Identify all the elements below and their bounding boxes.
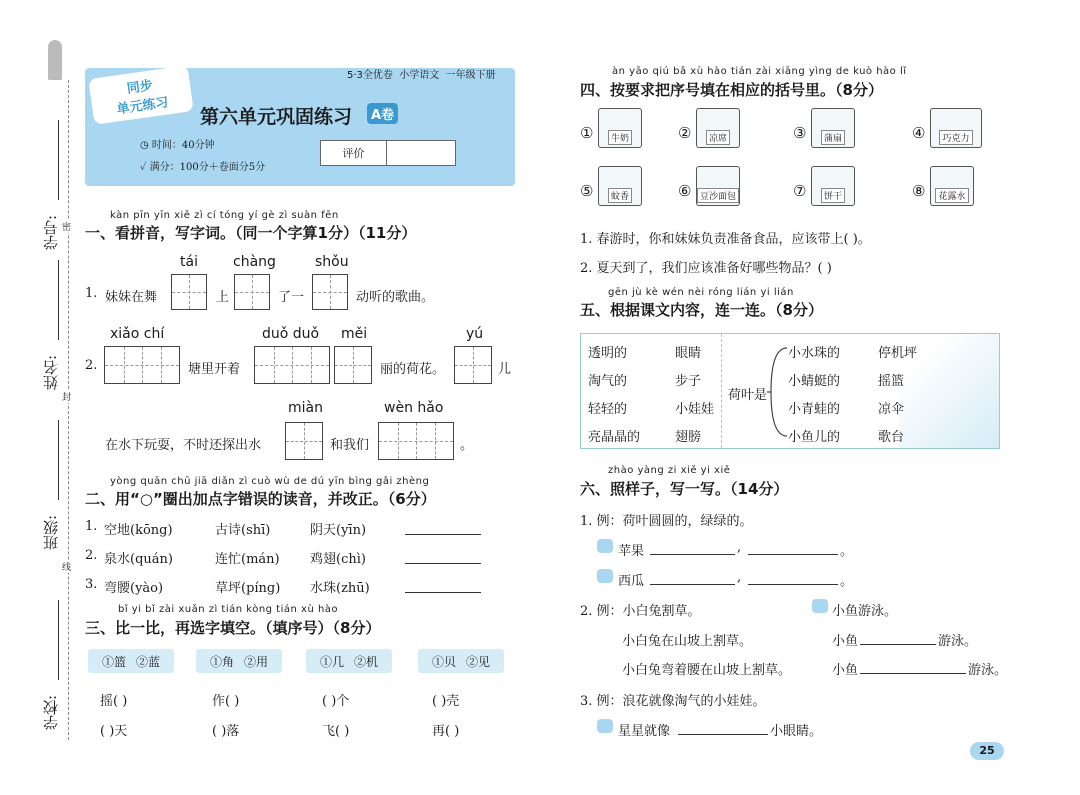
option-group <box>196 649 282 673</box>
period: 。 <box>840 574 854 589</box>
phonetic-item[interactable]: 水珠(zhū) <box>310 581 370 596</box>
section4-heading: 四、按要求把序号填在相应的括号里。（8分） <box>580 81 883 99</box>
question-text: 西瓜 <box>618 574 645 589</box>
school-label: 学校: <box>42 694 60 730</box>
question-text: 丽的荷花。 <box>380 362 446 377</box>
phonetic-item[interactable]: 草坪(píng) <box>215 581 281 596</box>
pinyin-label: xiǎo chí <box>110 326 165 342</box>
option-label: ②用 <box>244 654 269 669</box>
phonetic-item[interactable]: 泉水(quán) <box>104 552 173 567</box>
check-icon: ✓ <box>140 162 150 173</box>
section4-pinyin: àn yāo qiú bǎ xù hào tián zài xiāng yìng de kuò hào lǐ <box>612 66 907 77</box>
item-number: ① <box>580 124 594 142</box>
item-picture[interactable] <box>811 166 855 206</box>
fill-blank[interactable]: ( )落 <box>212 724 240 739</box>
phonetic-item[interactable]: 阴天(yīn) <box>310 523 367 538</box>
comma: , <box>737 540 742 555</box>
item-picture[interactable] <box>696 166 740 206</box>
phonetic-item[interactable]: 空地(kōng) <box>104 523 173 538</box>
option-group <box>88 649 174 673</box>
pinyin-label: yú <box>466 326 484 342</box>
match-item[interactable]: 凉伞 <box>878 402 905 417</box>
question-number: 1. <box>85 286 98 301</box>
match-item[interactable]: 淘气的 <box>588 374 628 389</box>
eval-label: 评价 <box>321 141 387 165</box>
example-text: 3. 例：浪花就像淘气的小娃娃。 <box>580 694 766 709</box>
frog-icon <box>597 719 613 733</box>
question-text: 妹妹在舞 <box>105 290 158 305</box>
option-group <box>306 649 392 673</box>
question-text: 了一 <box>278 290 305 305</box>
fill-blank[interactable]: 飞( ) <box>322 724 350 739</box>
item-picture[interactable] <box>930 108 982 148</box>
item-number: ⑥ <box>678 182 692 200</box>
section2-pinyin: yòng quān chū jiā diǎn zì cuò wù de dú yīn bìng gǎi zhèng <box>110 476 430 487</box>
char-box[interactable] <box>285 422 323 460</box>
pinyin-label: wèn hǎo <box>384 400 444 416</box>
question-number: 2. <box>85 358 98 373</box>
pinyin-label: chàng <box>233 254 276 270</box>
item-picture[interactable] <box>696 108 740 148</box>
section6-heading: 六、照样子，写一写。（14分） <box>580 480 789 498</box>
match-item[interactable]: 小水珠的 <box>788 346 841 361</box>
answer-line[interactable] <box>405 534 481 535</box>
name-label: 姓名: <box>42 354 60 390</box>
section2-heading: 二、用“○”圈出加点字错误的读音，并改正。（6分） <box>85 490 436 508</box>
item-label: 饼干 <box>821 188 845 203</box>
page-title: 第六单元巩固练习 <box>200 106 353 128</box>
match-item[interactable]: 步子 <box>675 374 702 389</box>
rocket-icon <box>48 40 62 80</box>
time-info: ◷ 时间：40分钟 <box>140 140 215 151</box>
seal-mark: 密 <box>62 220 71 233</box>
comma: , <box>737 570 742 585</box>
unit-badge: 同步 单元练习 <box>88 65 193 124</box>
question-text: 儿 <box>498 362 512 377</box>
section1-pinyin: kàn pīn yīn xiě zì cí tóng yí gè zì suàn fēn <box>110 210 339 221</box>
example-text: 2. 例：小白兔割草。 <box>580 604 701 619</box>
question-number: 3. <box>85 577 98 592</box>
option-label: ②蓝 <box>136 654 161 669</box>
pinyin-label: shǒu <box>315 254 349 270</box>
frog-icon <box>597 539 613 553</box>
option-group <box>418 649 504 673</box>
series-info: 5·3全优卷 小学语文 一年级下册 <box>347 70 496 81</box>
match-item[interactable]: 小娃娃 <box>675 402 715 417</box>
fill-blank[interactable]: ( )天 <box>100 724 128 739</box>
match-item[interactable]: 亮晶晶的 <box>588 430 641 445</box>
char-box[interactable] <box>312 274 348 310</box>
fill-blank[interactable]: 摇( ) <box>100 694 128 709</box>
char-box[interactable] <box>378 422 454 460</box>
item-label: 牛奶 <box>608 130 632 145</box>
char-box[interactable] <box>234 274 270 310</box>
answer-line[interactable] <box>405 563 481 564</box>
evaluation-box <box>320 140 456 166</box>
question-text: 游泳。 <box>968 663 1008 678</box>
match-item[interactable]: 翅膀 <box>675 430 702 445</box>
question-text: 和我们 <box>330 438 370 453</box>
divider <box>721 334 722 448</box>
match-item[interactable]: 摇篮 <box>878 374 905 389</box>
option-label: ①贝 <box>432 654 457 669</box>
match-item[interactable]: 小蜻蜓的 <box>788 374 841 389</box>
match-center: 荷叶是 <box>728 388 768 403</box>
question-text: 2. 夏天到了，我们应该准备好哪些物品？( ) <box>580 261 832 276</box>
class-field[interactable] <box>58 420 59 500</box>
question-text: 小白兔在山坡上割草。 <box>622 634 753 649</box>
answer-line[interactable] <box>678 734 768 735</box>
match-item[interactable]: 小鱼儿的 <box>788 430 841 445</box>
question-text: 塘里开着 <box>188 362 241 377</box>
option-label: ①角 <box>210 654 235 669</box>
question-text: 小鱼 <box>832 634 859 649</box>
item-picture[interactable] <box>811 108 855 148</box>
fill-blank[interactable]: ( )壳 <box>432 694 460 709</box>
item-number: ③ <box>793 124 807 142</box>
seal-mark: 封 <box>62 390 71 403</box>
phonetic-item[interactable]: 连忙(mán) <box>215 552 280 567</box>
binding-margin <box>18 40 78 740</box>
id-field[interactable] <box>58 120 59 200</box>
pinyin-label: miàn <box>288 400 323 416</box>
char-box[interactable] <box>254 346 330 384</box>
question-text: 小白兔弯着腰在山坡上割草。 <box>622 663 792 678</box>
item-label: 花露水 <box>935 188 968 203</box>
id-label: 学号: <box>42 214 60 250</box>
item-number: ⑦ <box>793 182 807 200</box>
option-label: ①篮 <box>102 654 127 669</box>
match-item[interactable]: 透明的 <box>588 346 628 361</box>
question-text: 游泳。 <box>938 634 978 649</box>
pinyin-label: duǒ duǒ <box>262 326 320 342</box>
question-number: 1. <box>85 519 98 534</box>
item-number: ⑧ <box>912 182 926 200</box>
item-picture[interactable] <box>930 166 974 206</box>
class-label: 班级: <box>42 514 60 550</box>
question-text: 小鱼游泳。 <box>832 604 898 619</box>
match-item[interactable]: 眼睛 <box>675 346 702 361</box>
item-label: 凉席 <box>706 130 730 145</box>
clock-icon: ◷ <box>140 140 152 151</box>
section3-pinyin: bǐ yi bǐ zài xuǎn zì tián kòng tián xù hào <box>118 604 339 615</box>
answer-line[interactable] <box>860 673 966 674</box>
phonetic-item[interactable]: 弯腰(yào) <box>104 581 164 596</box>
item-number: ② <box>678 124 692 142</box>
fill-blank[interactable]: 再( ) <box>432 724 460 739</box>
section6-pinyin: zhào yàng zi xiě yi xiě <box>608 465 731 476</box>
section1-heading: 一、看拼音，写字词。（同一个字算1分）（11分） <box>85 224 417 242</box>
item-label: 蒲扇 <box>821 130 845 145</box>
phonetic-item[interactable]: 鸡翅(chì) <box>310 552 366 567</box>
answer-line[interactable] <box>405 592 481 593</box>
question-text: 动听的歌曲。 <box>356 290 435 305</box>
score-info: ✓ 满分：100分＋卷面分5分 <box>140 162 266 173</box>
section5-pinyin: gēn jù kè wén nèi róng lián yi lián <box>608 287 794 298</box>
question-text: 苹果 <box>618 544 645 559</box>
option-label: ①几 <box>320 654 345 669</box>
option-label: ②机 <box>354 654 379 669</box>
item-picture[interactable] <box>598 166 642 206</box>
question-text: 1. 春游时，你和妹妹负责准备食品，应该带上( )。 <box>580 232 871 247</box>
item-number: ⑤ <box>580 182 594 200</box>
school-field[interactable] <box>58 600 59 680</box>
item-picture[interactable] <box>598 108 642 148</box>
match-item[interactable]: 轻轻的 <box>588 402 628 417</box>
match-item[interactable]: 歌台 <box>878 430 905 445</box>
fill-blank[interactable]: ( )个 <box>322 694 350 709</box>
frog-icon <box>812 599 828 613</box>
answer-line[interactable] <box>748 584 838 585</box>
char-box[interactable] <box>454 346 492 384</box>
item-label: 蚊香 <box>608 188 632 203</box>
question-text: 小鱼 <box>832 663 859 678</box>
answer-line[interactable] <box>748 554 838 555</box>
option-label: ②见 <box>466 654 491 669</box>
answer-line[interactable] <box>650 584 735 585</box>
item-number: ④ <box>912 124 926 142</box>
cut-line <box>68 80 69 740</box>
question-text: 小眼睛。 <box>770 724 823 739</box>
pinyin-label: tái <box>180 254 198 270</box>
char-box[interactable] <box>104 346 180 384</box>
period: 。 <box>840 544 854 559</box>
char-box[interactable] <box>171 274 207 310</box>
section5-heading: 五、根据课文内容，连一连。（8分） <box>580 301 823 319</box>
answer-line[interactable] <box>650 554 735 555</box>
eval-field[interactable] <box>387 141 455 165</box>
connector-bracket <box>767 342 789 440</box>
question-number: 2. <box>85 548 98 563</box>
match-item[interactable]: 停机坪 <box>878 346 918 361</box>
match-item[interactable]: 小青蛙的 <box>788 402 841 417</box>
page-number: 25 <box>970 742 1004 760</box>
frog-icon <box>597 569 613 583</box>
example-text: 1. 例：荷叶圆圆的，绿绿的。 <box>580 514 753 529</box>
question-text: 。 <box>460 438 474 453</box>
question-text: 在水下玩耍，不时还探出水 <box>105 438 262 453</box>
title-tag: A卷 <box>367 103 398 124</box>
header-banner <box>85 68 515 186</box>
question-text: 上 <box>216 290 230 305</box>
question-text: 星星就像 <box>618 724 671 739</box>
answer-line[interactable] <box>860 644 936 645</box>
char-box[interactable] <box>334 346 372 384</box>
section3-heading: 三、比一比，再选字填空。（填序号）（8分） <box>85 619 381 637</box>
seal-mark: 线 <box>62 560 71 573</box>
phonetic-item[interactable]: 古诗(shī) <box>215 523 271 538</box>
item-label: 豆沙面包 <box>697 188 739 203</box>
pinyin-label: měi <box>341 326 368 342</box>
name-field[interactable] <box>58 260 59 340</box>
fill-blank[interactable]: 作( ) <box>212 694 240 709</box>
item-label: 巧克力 <box>939 130 972 145</box>
